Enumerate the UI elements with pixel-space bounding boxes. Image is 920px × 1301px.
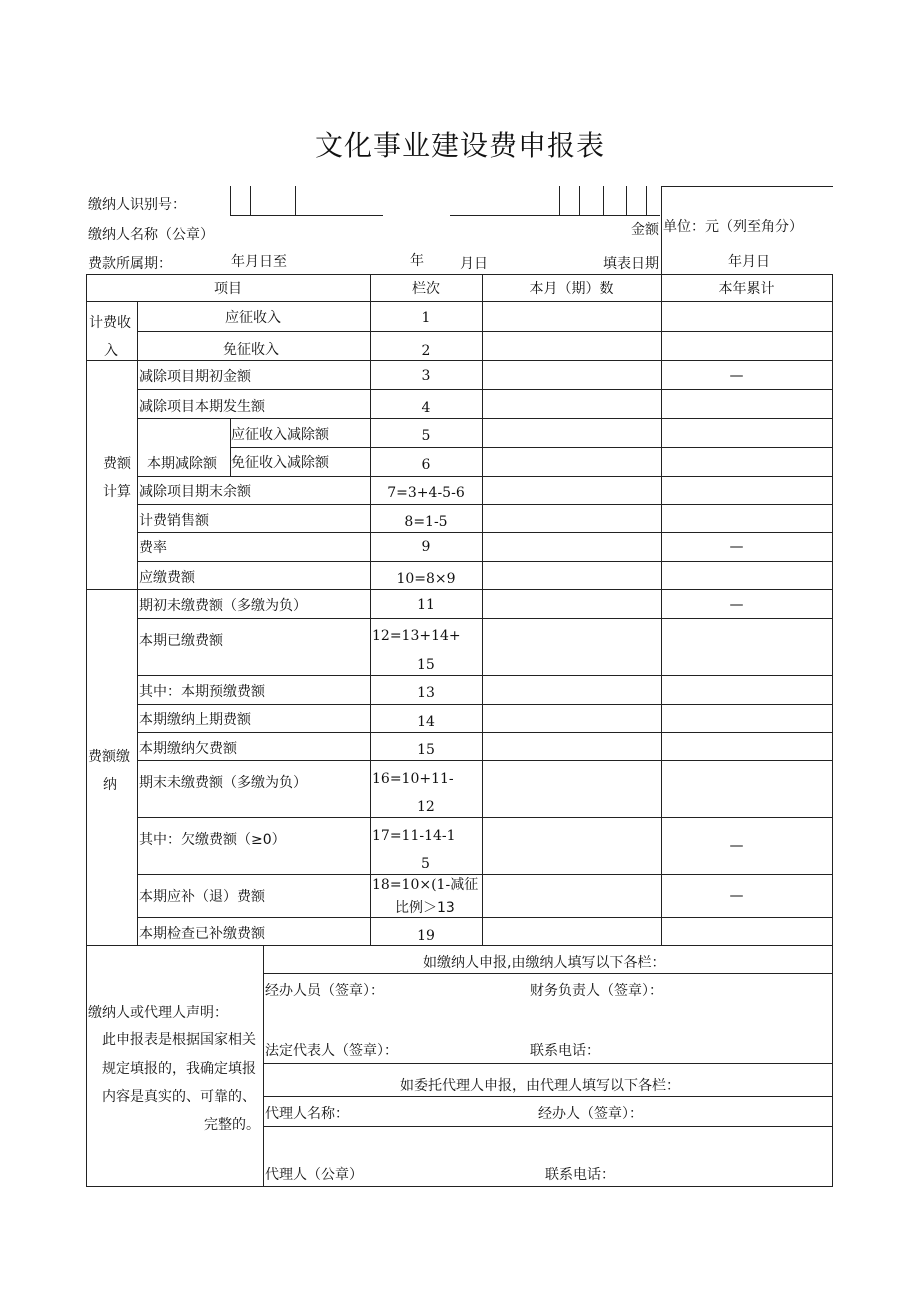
declaration-title: 缴纳人或代理人声明： [88, 1005, 228, 1021]
amount-label: 金额 [631, 222, 659, 238]
row-12-label: 本期已缴费额 [139, 633, 223, 649]
row-9-ytd: — [729, 539, 744, 555]
row-11-line: 11 [417, 597, 435, 613]
row-6-label: 免征收入减除额 [231, 455, 329, 471]
row-14-label: 本期缴纳上期费额 [139, 712, 251, 728]
section-calc-label-2: 计算 [103, 484, 131, 500]
declaration-line-3: 内容是真实的、可靠的、 [102, 1089, 256, 1105]
row-9-label: 费率 [139, 540, 167, 556]
row-1-label: 应征收入 [225, 310, 281, 326]
row-18-label: 本期应补（退）费额 [139, 889, 265, 905]
agent-handler-label: 经办人（签章）： [538, 1106, 643, 1122]
row-2-line: 2 [421, 343, 431, 359]
agent-seal-label: 代理人（公章） [265, 1167, 363, 1183]
handler-sign-label: 经办人员（签章）： [265, 983, 384, 999]
row-1-line: 1 [421, 310, 431, 326]
unit-label: 单位：元（列至角分） [663, 219, 803, 235]
row-12-line-b: 15 [417, 657, 435, 673]
page-title: 文化事业建设费申报表 [314, 129, 605, 162]
col-header-ytd: 本年累计 [718, 281, 775, 297]
phone-label-1: 联系电话： [530, 1043, 600, 1059]
section-payment-label-1: 费额缴 [88, 749, 130, 765]
declaration-line-4: 完整的。 [204, 1117, 260, 1133]
row-3-label: 减除项目期初金额 [139, 369, 251, 385]
row-3-line: 3 [421, 368, 431, 384]
taxpayer-id-label: 缴纳人识别号： [88, 197, 186, 213]
row-16-line-b: 12 [417, 799, 435, 815]
row-17-line-b: 5 [421, 856, 430, 872]
row-14-line: 14 [417, 714, 435, 730]
row-11-label: 期初未缴费额（多缴为负） [139, 598, 307, 614]
row-18-ytd: — [729, 888, 744, 904]
row-16-label: 期末未缴费额（多缴为负） [139, 775, 307, 791]
row-13-line: 13 [417, 685, 435, 701]
row-5-label: 应征收入减除额 [231, 427, 329, 443]
self-declare-header: 如缴纳人申报,由缴纳人填写以下各栏： [423, 955, 666, 971]
row-5-group-label: 本期减除额 [147, 456, 217, 472]
row-6-line: 6 [421, 457, 431, 473]
col-header-current: 本月（期）数 [529, 281, 614, 297]
row-18-line-a: 18=10×(1-减征 [372, 877, 479, 893]
row-7-label: 减除项目期末余额 [139, 484, 251, 500]
row-17-ytd: — [729, 838, 744, 854]
row-8-line: 8=1-5 [404, 514, 448, 530]
row-10-label: 应缴费额 [139, 570, 195, 586]
fill-date-value: 年月日 [728, 254, 770, 270]
period-year: 年 [410, 253, 424, 269]
row-10-line: 10=8×9 [396, 571, 456, 587]
period-from: 年月日至 [231, 254, 287, 270]
row-9-line: 9 [421, 539, 431, 555]
row-11-ytd: — [729, 597, 744, 613]
agent-declare-header: 如委托代理人申报，由代理人填写以下各栏： [400, 1078, 680, 1094]
row-15-line: 15 [417, 742, 435, 758]
row-15-label: 本期缴纳欠费额 [139, 741, 237, 757]
row-4-line: 4 [421, 400, 431, 416]
row-3-ytd: — [729, 368, 744, 384]
row-4-label: 减除项目本期发生额 [139, 399, 265, 415]
declaration-line-1: 此申报表是根据国家相关 [102, 1032, 256, 1048]
section-income-label-2: 入 [104, 343, 118, 359]
row-7-line: 7=3+4-5-6 [387, 485, 465, 501]
col-header-item: 项目 [214, 281, 242, 297]
taxpayer-name-label: 缴纳人名称（公章） [88, 227, 214, 243]
finance-sign-label: 财务负责人（签章）： [530, 983, 663, 999]
row-19-label: 本期检查已补缴费额 [139, 926, 265, 942]
fill-date-label: 填表日期 [603, 256, 659, 272]
row-5-line: 5 [421, 428, 431, 444]
col-header-line: 栏次 [412, 281, 440, 297]
section-payment-label-2: 纳 [103, 777, 117, 793]
row-13-label: 其中：本期预缴费额 [139, 684, 265, 700]
row-16-line-a: 16=10+11- [372, 771, 454, 787]
row-2-label: 免征收入 [223, 342, 279, 358]
legal-rep-sign-label: 法定代表人（签章）： [265, 1043, 398, 1059]
phone-label-2: 联系电话： [545, 1167, 615, 1183]
row-12-line-a: 12=13+14+ [372, 628, 461, 644]
section-calc-label-1: 费额 [103, 456, 131, 472]
declaration-line-2: 规定填报的，我确定填报 [102, 1061, 256, 1077]
row-8-label: 计费销售额 [139, 513, 209, 529]
agent-name-label: 代理人名称： [265, 1106, 349, 1122]
section-income-label-1: 计费收 [89, 315, 131, 331]
row-19-line: 19 [417, 928, 435, 944]
period-to: 月日 [460, 256, 488, 272]
period-label: 费款所属期： [88, 256, 172, 272]
row-17-label: 其中：欠缴费额（≥0） [139, 832, 286, 848]
row-18-line-b: 比例＞13 [395, 900, 455, 916]
row-17-line-a: 17=11-14-1 [372, 828, 456, 844]
